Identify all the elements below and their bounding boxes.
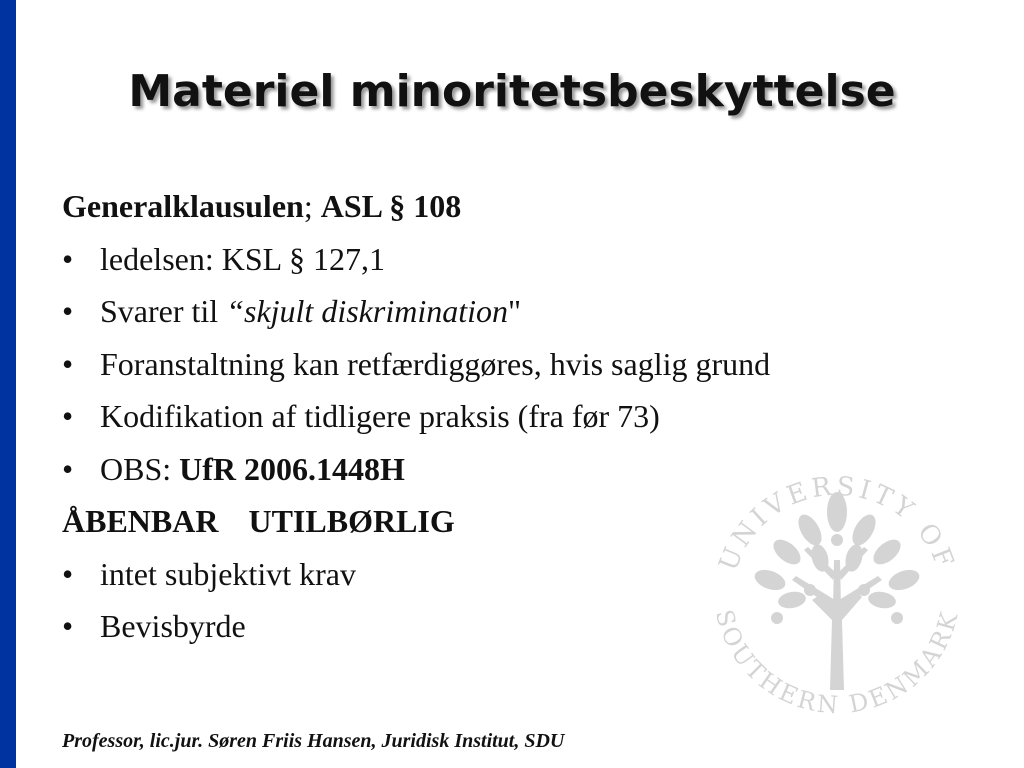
heading-part: ÅBENBAR — [62, 503, 219, 539]
heading-part: ASL § 108 — [320, 188, 462, 224]
bullet-icon: • — [62, 555, 74, 592]
logo-bottom-text: SOUTHERN DENMARK — [709, 606, 965, 720]
bullet-icon: • — [62, 345, 74, 382]
logo-top-text: UNIVERSITY OF — [713, 471, 961, 576]
footer-credit: Professor, lic.jur. Søren Friis Hansen, Juridisk Institut, SDU — [62, 730, 565, 752]
list-item-text: Foranstaltning kan retfærdiggøres, hvis saglig grund — [100, 345, 771, 382]
heading-separator: ; — [303, 188, 313, 224]
slide-body — [62, 184, 962, 657]
list-item — [62, 604, 962, 657]
heading-part: UTILBØRLIG — [248, 503, 455, 539]
list-item-text: intet subjektivt krav — [100, 555, 356, 592]
list-item — [62, 552, 962, 605]
list-item — [62, 447, 962, 500]
bullet-icon: • — [62, 398, 74, 434]
heading-generalklausulen — [62, 184, 962, 237]
bullet-icon: • — [62, 293, 74, 329]
heading-part: Generalklausulen — [62, 188, 304, 224]
list-item — [62, 394, 962, 447]
list-item-bold: UfR 2006.1448H — [179, 450, 405, 487]
bullet-icon: • — [62, 608, 74, 644]
list-item-text: Kodifikation af tidligere praksis (fra før 73) — [100, 398, 660, 434]
bullet-icon: • — [62, 240, 74, 277]
list-item — [62, 289, 962, 342]
slide-title: Materiel minoritetsbeskyttelse — [128, 66, 896, 117]
list-item-text: OBS: — [100, 450, 180, 487]
list-item — [62, 342, 962, 395]
list-item-text: Bevisbyrde — [100, 608, 246, 644]
list-item-text: ledelsen: KSL § 127,1 — [100, 240, 385, 277]
list-item — [62, 237, 962, 290]
heading-abenbar-utilborlig — [62, 499, 962, 552]
list-item-suffix: " — [507, 293, 522, 329]
list-item-italic: “skjult diskrimination — [226, 293, 508, 329]
list-item-text: Svarer til — [100, 293, 227, 329]
bullet-icon: • — [62, 450, 74, 487]
